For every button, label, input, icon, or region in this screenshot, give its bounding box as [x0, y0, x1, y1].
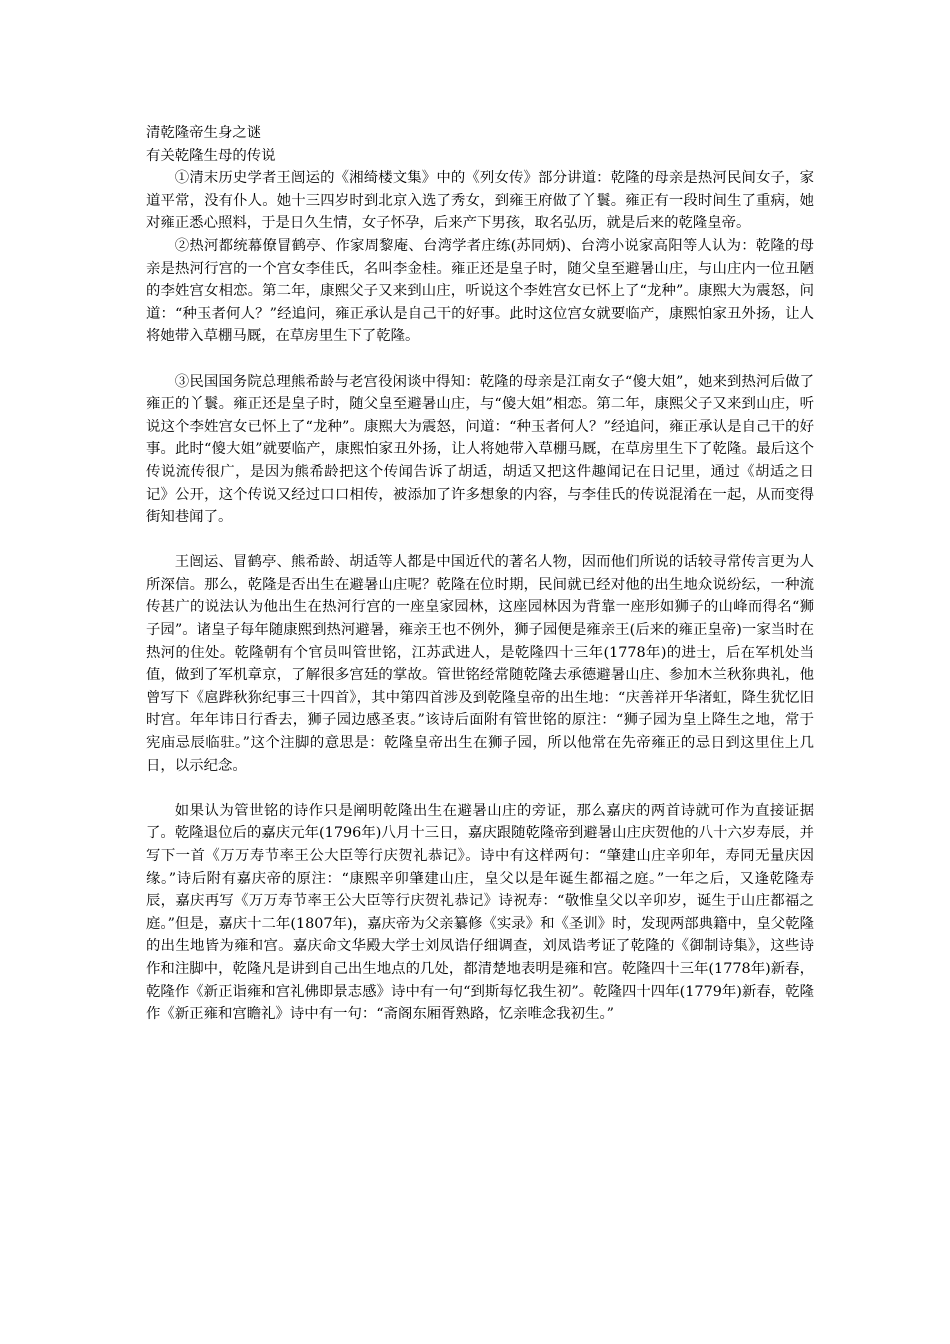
- document-page: [146, 122, 814, 1026]
- paragraph-5: 如果认为管世铭的诗作只是阐明乾隆出生在避暑山庄的旁证，那么嘉庆的两首诗就可作为直接证据了。乾隆退位后的嘉庆元年(1796年)八月十三日，嘉庆跟随乾隆帝到避暑山庄庆贺他的八十六岁寿辰，并写下一首《万万寿节率王公大臣等行庆贺礼恭记》。诗中有这样两句：“肇建山庄辛卯年，寿同无量庆因缘。”诗后附有嘉庆帝的原注：“康熙辛卯肇建山庄，皇父以是年诞生都福之庭。”一年之后，又逢乾隆寿辰，嘉庆再写《万万寿节率王公大臣等行庆贺礼恭记》诗祝寿：“敬惟皇父以辛卯岁，诞生于山庄都福之庭。”但是，嘉庆十二年(1807年)，嘉庆帝为父亲纂修《实录》和《圣训》时，发现两部典籍中，皇父乾隆的出生地皆为雍和宫。嘉庆命文华殿大学士刘凤诰仔细调查，刘凤诰考证了乾隆的《御制诗集》，这些诗作和注脚中，乾隆凡是讲到自己出生地点的几处，都清楚地表明是雍和宫。乾隆四十三年(1778年)新春，乾隆作《新正诣雍和宫礼佛即景志感》诗中有一句“到斯每忆我生初”。乾隆四十四年(1779年)新春，乾隆作《新正雍和宫瞻礼》诗中有一句：“斋阁东厢胥熟路，忆亲唯念我初生。”: [146, 802, 814, 1023]
- blank-line: [146, 348, 814, 371]
- document-subtitle: 有关乾隆生母的传说: [146, 147, 276, 164]
- paragraph-4: 王闿运、冒鹤亭、熊希龄、胡适等人都是中国近代的著名人物，因而他们所说的话较寻常传言更为人所深信。那么，乾隆是否出生在避暑山庄呢？乾隆在位时期，民间就已经对他的出生地众说纷纭，一种流传甚广的说法认为他出生在热河行宫的一座皇家园林，这座园林因为背靠一座形如狮子的山峰而得名“狮子园”。诸皇子每年随康熙到热河避暑，雍亲王也不例外，狮子园便是雍亲王(后来的雍正皇帝)一家当时在热河的住处。乾隆朝有个官员叫管世铭，江苏武进人，是乾隆四十三年(1778年)的进士，后在军机处当值，做到了军机章京，了解很多宫廷的掌故。管世铭经常随乾隆去承德避暑山庄、参加木兰秋狝典礼，他曾写下《扈跸秋狝纪事三十四首》，其中第四首涉及到乾隆皇帝的出生地：“庆善祥开华渚虹，降生犹忆旧时宫。年年讳日行香去，狮子园边感圣衷。”该诗后面附有管世铭的原注：“狮子园为皇上降生之地，常于宪庙忌辰临驻。”这个注脚的意思是：乾隆皇帝出生在狮子园，所以他常在先帝雍正的忌日到这里住上几日，以示纪念。: [146, 554, 814, 774]
- blank-line: [146, 529, 814, 552]
- paragraph-1: ①清末历史学者王闿运的《湘绮楼文集》中的《列女传》部分讲道：乾隆的母亲是热河民间女子，家道平常，没有仆人。她十三四岁时到北京入选了秀女，到雍王府做了丫鬟。雍正有一段时间生了重病，她对雍正悉心照料，于是日久生情，女子怀孕，后来产下男孩，取名弘历，就是后来的乾隆皇帝。: [146, 170, 814, 232]
- document-title: 清乾隆帝生身之谜: [146, 125, 262, 141]
- blank-line: [146, 777, 814, 800]
- paragraph-2: ②热河都统幕僚冒鹤亭、作家周黎庵、台湾学者庄练(苏同炳)、台湾小说家高阳等人认为：乾隆的母亲是热河行宫的一个宫女李佳氏，名叫李金桂。雍正还是皇子时，随父皇至避暑山庄，与山庄内一位丑陋的李姓宫女相恋。第二年，康熙父子又来到山庄，听说这个李姓宫女已怀上了“龙种”。康熙大为震怒，问道：“种玉者何人？”经追问，雍正承认是自己干的好事。此时这位宫女就要临产，康熙怕家丑外扬，让人将她带入草棚马厩，在草房里生下了乾隆。: [146, 237, 814, 345]
- paragraph-3: ③民国国务院总理熊希龄与老宫役闲谈中得知：乾隆的母亲是江南女子“傻大姐”，她来到热河后做了雍正的丫鬟。雍正还是皇子时，随父皇至避暑山庄，与“傻大姐”相恋。第二年，康熙父子又来到山庄，听说这个李姓宫女已怀上了“龙种”。康熙大为震怒，问道：“种玉者何人？”经追问，雍正承认是自己干的好事。此时“傻大姐”就要临产，康熙怕家丑外扬，让人将她带入草棚马厩，在草房里生下了乾隆。最后这个传说流传很广，是因为熊希龄把这个传闻告诉了胡适，胡适又把这件趣闻记在日记里，通过《胡适之日记》公开，这个传说又经过口口相传，被添加了许多想象的内容，与李佳氏的传说混淆在一起，从而变得街知巷闻了。: [146, 373, 814, 526]
